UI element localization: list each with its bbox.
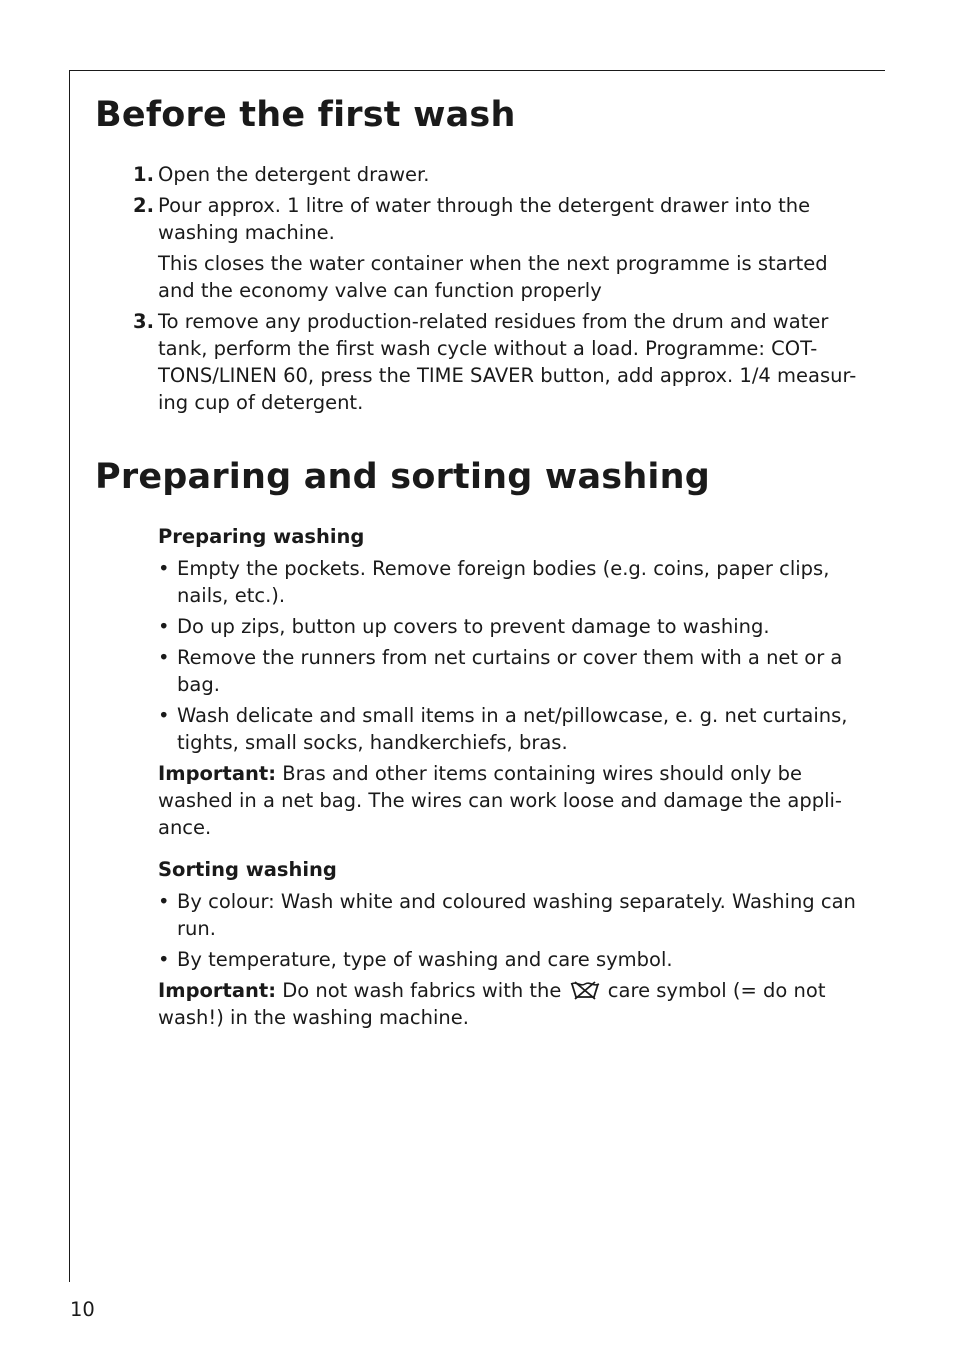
list-item [158,644,863,698]
step-number: 2. [133,194,154,217]
page-number: 10 [70,1298,95,1321]
list-item [158,613,863,640]
list-item-text: Remove the runners from net curtains or cover them with a net or a bag. [177,646,843,696]
bullet-dot: • [158,948,170,971]
important-note [158,760,863,841]
list-item [158,702,863,756]
list-item-text: Wash delicate and small items in a net/pillowcase, e. g. net curtains, tights, small socks, handkerchiefs, bras. [177,704,848,754]
important-label: Important: [158,762,277,785]
step-text: Open the detergent drawer. [158,163,430,186]
list-item-text: Do up zips, button up covers to prevent damage to washing. [177,615,770,638]
bullet-dot: • [158,704,170,727]
section-title-preparing-sorting: Preparing and sorting washing [95,457,711,497]
list-item [158,946,863,973]
preparing-washing-section [158,523,863,841]
bullet-dot: • [158,615,170,638]
list-item [158,555,863,609]
section-title-before-first-wash: Before the first wash [95,95,516,135]
step-text: Pour approx. 1 litre of water through the detergent drawer into the washing machine. [158,194,811,244]
page-frame-left-rule [69,70,70,1282]
bullet-dot: • [158,646,170,669]
do-not-wash-icon [568,980,602,1000]
list-item-text: By colour: Wash white and coloured washing separately. Washing can run. [177,890,856,940]
important-note [158,977,863,1031]
step-number: 3. [133,310,154,333]
important-label: Important: [158,979,277,1002]
first-wash-steps-list [133,161,863,420]
step-item [133,308,863,416]
important-text: Bras and other items containing wires should only be washed in a net bag. The wires can work loose and damage the appli-ance. [158,762,842,839]
sorting-washing-section [158,856,863,1031]
important-text-after: care symbol (= do not wash!) in the washing machine. [158,979,826,1029]
list-item-text: Empty the pockets. Remove foreign bodies (e.g. coins, paper clips, nails, etc.). [177,557,830,607]
list-item-text: By temperature, type of washing and care symbol. [177,948,673,971]
page-frame-top-rule [69,70,885,71]
step-item [133,161,863,188]
bullet-dot: • [158,890,170,913]
list-item [158,888,863,942]
important-text-before: Do not wash fabrics with the [276,979,568,1002]
bullet-dot: • [158,557,170,580]
sorting-washing-heading: Sorting washing [158,858,337,881]
preparing-washing-heading: Preparing washing [158,525,365,548]
step-item [133,192,863,304]
step-note: This closes the water container when the next programme is started and the economy valve can function properly [158,252,828,302]
step-number: 1. [133,163,154,186]
step-text: To remove any production-related residues from the drum and water tank, perform the first wash cycle without a load. Programme: COT-TONS/LINEN 60, press the TIME SAVER button, add approx. 1/4 measur-ing cup of detergent. [158,310,857,414]
